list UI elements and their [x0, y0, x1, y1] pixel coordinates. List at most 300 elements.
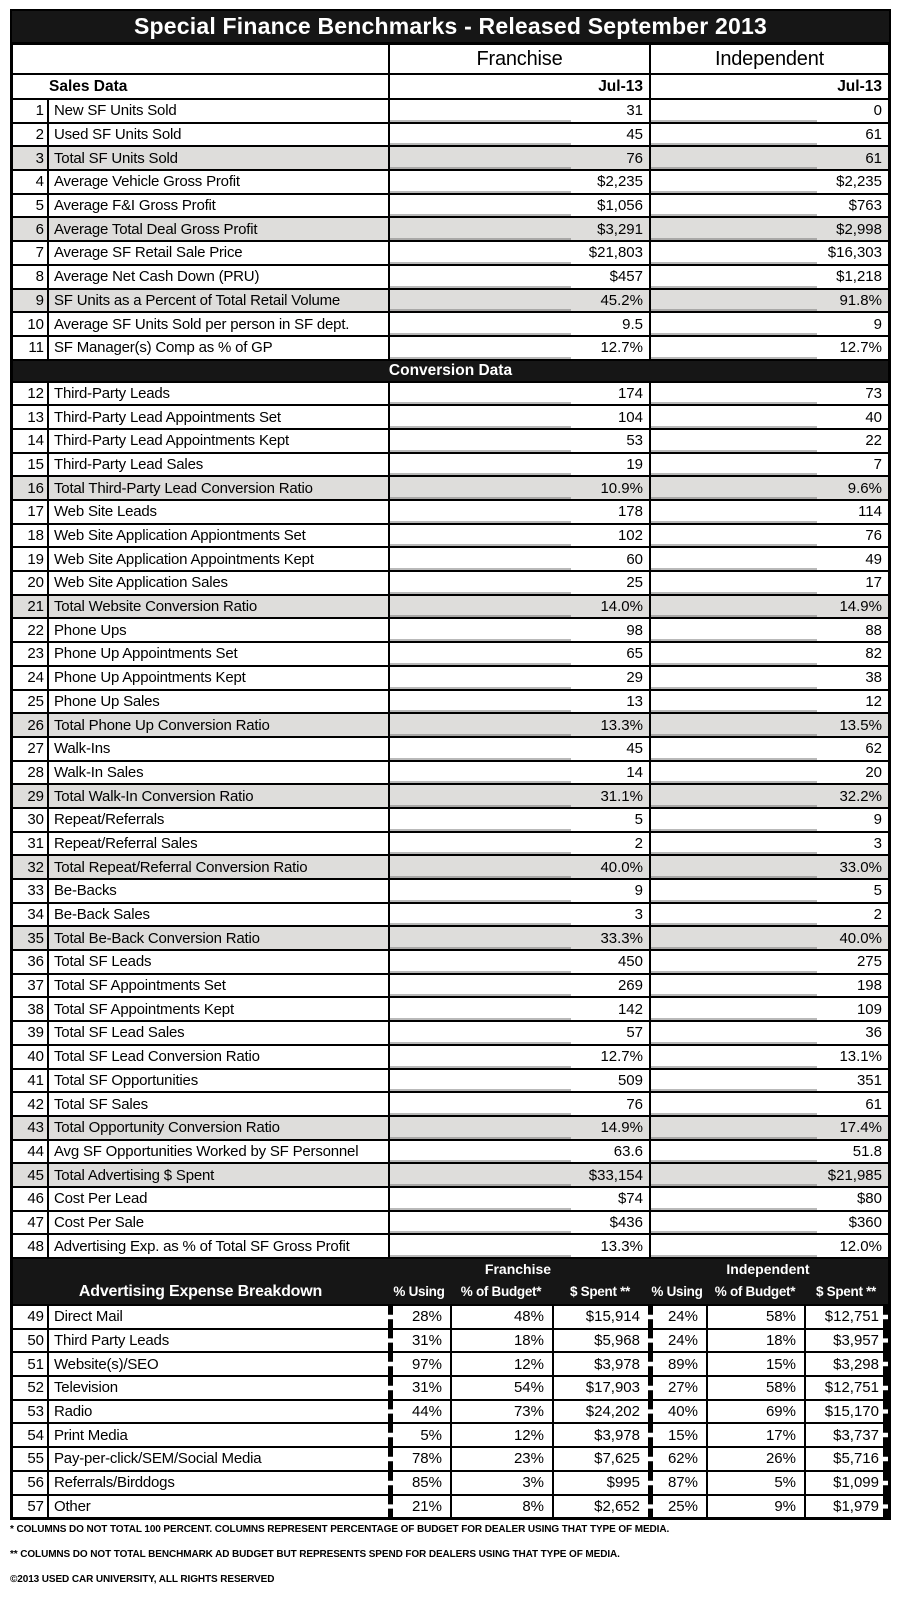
table-row	[13, 98, 888, 122]
independent-value: 12	[649, 691, 888, 713]
row-number: 18	[27, 527, 44, 545]
row-label: Third-Party Leads	[47, 383, 388, 405]
franchise-value: 14	[388, 762, 649, 784]
franchise-value: $33,154	[388, 1164, 649, 1186]
header-spacer	[13, 45, 388, 73]
table-row	[13, 335, 888, 359]
independent-pct-using-value: 27%	[648, 1377, 706, 1399]
table-row	[13, 570, 888, 594]
franchise-pct-using-value: 44%	[388, 1401, 450, 1423]
row-label: Average Total Deal Gross Profit	[47, 218, 388, 240]
row-number: 26	[27, 716, 44, 734]
advertising-table-row	[13, 1304, 888, 1328]
franchise-value: 45	[388, 738, 649, 760]
footnote-budget-columns: * COLUMNS DO NOT TOTAL 100 PERCENT. COLUMNS REPRESENT PERCENTAGE OF BUDGET FOR DEALER USING THAT TYPE OF MEDIA.	[10, 1524, 670, 1535]
row-number: 20	[27, 574, 44, 592]
row-number: 16	[27, 479, 44, 497]
independent-value: 76	[649, 525, 888, 547]
row-label: Web Site Application Appointments Kept	[47, 548, 388, 570]
franchise-value: $457	[388, 266, 649, 288]
franchise-value: 76	[388, 1093, 649, 1115]
independent-value: 2	[649, 904, 888, 926]
row-label: Total Website Conversion Ratio	[47, 596, 388, 618]
independent-period: Jul-13	[649, 75, 888, 98]
franchise-value: 13	[388, 691, 649, 713]
independent-value: 38	[649, 667, 888, 689]
independent-pct-budget-value: 69%	[706, 1401, 804, 1423]
row-label: Other	[47, 1496, 388, 1518]
independent-value: 12.7%	[649, 337, 888, 359]
sales-rows-group	[13, 98, 888, 359]
table-row	[13, 169, 888, 193]
table-row	[13, 949, 888, 973]
franchise-value: 14.9%	[388, 1117, 649, 1139]
table-row	[13, 475, 888, 499]
table-row	[13, 1091, 888, 1115]
table-row	[13, 736, 888, 760]
franchise-value: 450	[388, 951, 649, 973]
independent-pct-budget-value: 15%	[706, 1353, 804, 1375]
row-label: Cost Per Sale	[47, 1212, 388, 1234]
table-row	[13, 996, 888, 1020]
row-label: Advertising Exp. as % of Total SF Gross Profit	[47, 1235, 388, 1257]
row-label: Total SF Appointments Set	[47, 975, 388, 997]
table-row	[13, 665, 888, 689]
row-label: Be-Backs	[47, 880, 388, 902]
franchise-pct-using-header: % Using	[393, 1284, 445, 1299]
row-number: 42	[27, 1095, 44, 1113]
independent-spent-value: $5,716	[804, 1448, 888, 1470]
independent-value: 13.1%	[649, 1046, 888, 1068]
row-number: 1	[35, 102, 44, 120]
independent-spent-value: $3,957	[804, 1330, 888, 1352]
row-label: Repeat/Referrals	[47, 809, 388, 831]
franchise-value: 3	[388, 904, 649, 926]
row-number: 19	[27, 550, 44, 568]
row-number: 11	[28, 339, 44, 357]
table-row	[13, 311, 888, 335]
advertising-table-row	[13, 1494, 888, 1518]
table-row	[13, 1115, 888, 1139]
row-number: 46	[27, 1190, 44, 1208]
row-label: Total Be-Back Conversion Ratio	[47, 927, 388, 949]
row-label: Total Opportunity Conversion Ratio	[47, 1117, 388, 1139]
row-label: Total SF Units Sold	[47, 147, 388, 169]
franchise-value: 31	[388, 100, 649, 122]
franchise-value: 53	[388, 430, 649, 452]
independent-value: 12.0%	[649, 1235, 888, 1257]
column-header-row	[13, 45, 888, 73]
row-label: Average Net Cash Down (PRU)	[47, 266, 388, 288]
independent-pct-budget-value: 58%	[706, 1306, 804, 1328]
sales-data-header-row	[13, 73, 888, 98]
row-number: 12	[27, 384, 44, 402]
independent-value: 17.4%	[649, 1117, 888, 1139]
franchise-pct-budget-value: 23%	[450, 1448, 552, 1470]
franchise-value: 98	[388, 619, 649, 641]
row-label: Third-Party Lead Sales	[47, 454, 388, 476]
franchise-value: 45.2%	[388, 290, 649, 312]
table-row	[13, 878, 888, 902]
franchise-value: 269	[388, 975, 649, 997]
row-label: Total Advertising $ Spent	[47, 1164, 388, 1186]
independent-value: $2,235	[649, 171, 888, 193]
independent-column-header: Independent	[649, 45, 888, 73]
franchise-pct-using-value: 31%	[388, 1330, 450, 1352]
row-label: Third Party Leads	[47, 1330, 388, 1352]
independent-pct-using-value: 62%	[648, 1448, 706, 1470]
row-label: SF Manager(s) Comp as % of GP	[47, 337, 388, 359]
row-number: 50	[27, 1332, 44, 1350]
table-row	[13, 288, 888, 312]
row-number: 37	[27, 977, 44, 995]
row-label: Average SF Units Sold per person in SF dept.	[47, 313, 388, 335]
independent-value: 0	[649, 100, 888, 122]
independent-value: $1,218	[649, 266, 888, 288]
row-label: Cost Per Lead	[47, 1188, 388, 1210]
franchise-spent-value: $24,202	[552, 1401, 648, 1423]
franchise-value: $2,235	[388, 171, 649, 193]
row-label: Radio	[47, 1401, 388, 1423]
copyright-notice: ©2013 USED CAR UNIVERSITY, ALL RIGHTS RESERVED	[10, 1574, 275, 1585]
franchise-pct-using-value: 97%	[388, 1353, 450, 1375]
row-label: Walk-Ins	[47, 738, 388, 760]
independent-pct-budget-value: 18%	[706, 1330, 804, 1352]
row-number: 7	[35, 244, 44, 262]
franchise-value: 104	[388, 406, 649, 428]
row-label: Total Third-Party Lead Conversion Ratio	[47, 477, 388, 499]
independent-value: 82	[649, 643, 888, 665]
row-label: Referrals/Birddogs	[47, 1472, 388, 1494]
independent-value: $16,303	[649, 242, 888, 264]
franchise-spent-value: $5,968	[552, 1330, 648, 1352]
row-number: 4	[35, 173, 44, 191]
independent-pct-budget-header: % of Budget*	[714, 1284, 796, 1299]
independent-value: $2,998	[649, 218, 888, 240]
independent-value: $763	[649, 195, 888, 217]
independent-value: $80	[649, 1188, 888, 1210]
row-number: 49	[27, 1308, 44, 1326]
independent-value: 61	[649, 1093, 888, 1115]
independent-pct-using-value: 89%	[648, 1353, 706, 1375]
independent-pct-using-value: 87%	[648, 1472, 706, 1494]
independent-value: 62	[649, 738, 888, 760]
franchise-spent-value: $3,978	[552, 1424, 648, 1446]
row-number: 54	[27, 1426, 44, 1444]
table-row	[13, 831, 888, 855]
independent-pct-budget-value: 26%	[706, 1448, 804, 1470]
table-row	[13, 1068, 888, 1092]
independent-spent-value: $12,751	[804, 1377, 888, 1399]
row-number: 57	[27, 1497, 44, 1515]
row-label: Total SF Lead Conversion Ratio	[47, 1046, 388, 1068]
row-number: 27	[27, 740, 44, 758]
advertising-section-title: Advertising Expense Breakdown	[78, 1282, 323, 1300]
independent-spent-value: $12,751	[804, 1306, 888, 1328]
row-label: New SF Units Sold	[47, 100, 388, 122]
row-label: Be-Back Sales	[47, 904, 388, 926]
row-number: 2	[35, 126, 44, 144]
table-row	[13, 689, 888, 713]
franchise-spent-value: $3,978	[552, 1353, 648, 1375]
franchise-value: 13.3%	[388, 714, 649, 736]
table-row	[13, 973, 888, 997]
franchise-value: 12.7%	[388, 1046, 649, 1068]
row-label: Phone Up Appointments Kept	[47, 667, 388, 689]
table-row	[13, 122, 888, 146]
row-label: Phone Up Sales	[47, 691, 388, 713]
franchise-value: 45	[388, 124, 649, 146]
row-number: 29	[27, 787, 44, 805]
franchise-column-header: Franchise	[388, 45, 649, 73]
footnote-spend-columns: ** COLUMNS DO NOT TOTAL BENCHMARK AD BUDGET BUT REPRESENTS SPEND FOR DEALERS USING THAT TYPE OF MEDIA.	[10, 1549, 620, 1560]
franchise-value: 19	[388, 454, 649, 476]
row-label: Total Walk-In Conversion Ratio	[47, 785, 388, 807]
table-row	[13, 428, 888, 452]
row-label: Web Site Application Sales	[47, 572, 388, 594]
table-row	[13, 1162, 888, 1186]
table-row	[13, 1233, 888, 1257]
franchise-pct-using-value: 85%	[388, 1472, 450, 1494]
row-number: 31	[27, 834, 44, 852]
row-number: 23	[27, 645, 44, 663]
row-number: 40	[27, 1048, 44, 1066]
independent-pct-budget-value: 17%	[706, 1424, 804, 1446]
franchise-value: $74	[388, 1188, 649, 1210]
row-number: 28	[27, 763, 44, 781]
table-row	[13, 925, 888, 949]
table-row	[13, 452, 888, 476]
franchise-value: $21,803	[388, 242, 649, 264]
row-number: 35	[27, 929, 44, 947]
independent-value: 91.8%	[649, 290, 888, 312]
independent-pct-using-value: 25%	[648, 1496, 706, 1518]
advertising-rows-group	[13, 1304, 888, 1517]
franchise-pct-budget-header: % of Budget*	[460, 1284, 542, 1299]
row-number: 55	[27, 1450, 44, 1468]
table-row	[13, 783, 888, 807]
franchise-pct-using-value: 78%	[388, 1448, 450, 1470]
independent-value: 49	[649, 548, 888, 570]
independent-value: $21,985	[649, 1164, 888, 1186]
independent-pct-using-value: 15%	[648, 1424, 706, 1446]
franchise-pct-budget-value: 54%	[450, 1377, 552, 1399]
advertising-table-row	[13, 1399, 888, 1423]
row-label: Web Site Application Appiontments Set	[47, 525, 388, 547]
row-label: Web Site Leads	[47, 501, 388, 523]
advertising-table-row	[13, 1470, 888, 1494]
independent-value: 114	[649, 501, 888, 523]
advertising-group-header-row	[13, 1257, 888, 1279]
independent-pct-using-header: % Using	[651, 1284, 703, 1299]
franchise-value: 25	[388, 572, 649, 594]
table-row	[13, 1044, 888, 1068]
independent-pct-using-value: 24%	[648, 1330, 706, 1352]
franchise-pct-using-value: 28%	[388, 1306, 450, 1328]
sales-data-label: Sales Data	[49, 77, 128, 95]
table-row	[13, 807, 888, 831]
franchise-value: 178	[388, 501, 649, 523]
row-number: 43	[27, 1119, 44, 1137]
row-number: 17	[27, 503, 44, 521]
row-number: 34	[27, 906, 44, 924]
row-number: 14	[27, 432, 44, 450]
independent-spent-header: $ Spent **	[815, 1284, 877, 1299]
table-row	[13, 1186, 888, 1210]
row-number: 24	[27, 669, 44, 687]
franchise-pct-budget-value: 18%	[450, 1330, 552, 1352]
row-number: 13	[27, 408, 44, 426]
independent-value: 61	[649, 124, 888, 146]
row-number: 10	[27, 315, 44, 333]
independent-value: 9.6%	[649, 477, 888, 499]
franchise-pct-using-value: 21%	[388, 1496, 450, 1518]
row-number: 53	[27, 1403, 44, 1421]
independent-value: 36	[649, 1022, 888, 1044]
independent-spent-value: $3,298	[804, 1353, 888, 1375]
franchise-value: 63.6	[388, 1141, 649, 1163]
row-number: 5	[35, 197, 44, 215]
independent-spent-value: $1,979	[804, 1496, 888, 1518]
independent-value: 61	[649, 147, 888, 169]
row-label: Average SF Retail Sale Price	[47, 242, 388, 264]
independent-spent-value: $15,170	[804, 1401, 888, 1423]
franchise-value: $3,291	[388, 218, 649, 240]
row-number: 22	[27, 621, 44, 639]
franchise-value: 31.1%	[388, 785, 649, 807]
row-label: Direct Mail	[47, 1306, 388, 1328]
advertising-independent-group-header: Independent	[726, 1261, 810, 1277]
independent-value: 198	[649, 975, 888, 997]
independent-value: 351	[649, 1070, 888, 1092]
row-label: Pay-per-click/SEM/Social Media	[47, 1448, 388, 1470]
franchise-value: 5	[388, 809, 649, 831]
table-row	[13, 1139, 888, 1163]
table-row	[13, 594, 888, 618]
row-label: Repeat/Referral Sales	[47, 833, 388, 855]
franchise-value: 60	[388, 548, 649, 570]
independent-value: 5	[649, 880, 888, 902]
advertising-table-row	[13, 1446, 888, 1470]
independent-value: 275	[649, 951, 888, 973]
row-label: Average Vehicle Gross Profit	[47, 171, 388, 193]
table-row	[13, 760, 888, 784]
independent-pct-using-value: 40%	[648, 1401, 706, 1423]
franchise-pct-budget-value: 48%	[450, 1306, 552, 1328]
franchise-value: 12.7%	[388, 337, 649, 359]
franchise-value: 76	[388, 147, 649, 169]
independent-spent-value: $1,099	[804, 1472, 888, 1494]
franchise-spent-value: $15,914	[552, 1306, 648, 1328]
row-number: 56	[27, 1474, 44, 1492]
conversion-rows-group	[13, 381, 888, 1257]
row-number: 30	[27, 811, 44, 829]
franchise-value: $436	[388, 1212, 649, 1234]
row-label: Total Repeat/Referral Conversion Ratio	[47, 856, 388, 878]
row-label: Third-Party Lead Appointments Kept	[47, 430, 388, 452]
independent-spent-value: $3,737	[804, 1424, 888, 1446]
independent-value: 33.0%	[649, 856, 888, 878]
franchise-spent-value: $7,625	[552, 1448, 648, 1470]
row-label: Phone Up Appointments Set	[47, 643, 388, 665]
conversion-data-section-header: Conversion Data	[13, 359, 888, 381]
franchise-period: Jul-13	[388, 75, 649, 98]
row-number: 36	[27, 953, 44, 971]
independent-value: 73	[649, 383, 888, 405]
franchise-value: 102	[388, 525, 649, 547]
table-row	[13, 546, 888, 570]
independent-value: 9	[649, 313, 888, 335]
table-row	[13, 193, 888, 217]
table-row	[13, 712, 888, 736]
report-title: Special Finance Benchmarks - Released September 2013	[10, 9, 891, 42]
row-number: 52	[27, 1379, 44, 1397]
franchise-value: 13.3%	[388, 1235, 649, 1257]
independent-value: 22	[649, 430, 888, 452]
advertising-table-row	[13, 1422, 888, 1446]
independent-value: 109	[649, 998, 888, 1020]
independent-value: 3	[649, 833, 888, 855]
independent-pct-using-value: 24%	[648, 1306, 706, 1328]
row-label: Total SF Leads	[47, 951, 388, 973]
independent-value: 17	[649, 572, 888, 594]
franchise-value: 2	[388, 833, 649, 855]
row-label: Total SF Lead Sales	[47, 1022, 388, 1044]
table-row	[13, 216, 888, 240]
independent-value: 40	[649, 406, 888, 428]
row-label: Phone Ups	[47, 619, 388, 641]
independent-value: 32.2%	[649, 785, 888, 807]
row-label: Print Media	[47, 1424, 388, 1446]
row-label: Website(s)/SEO	[47, 1353, 388, 1375]
franchise-pct-budget-value: 12%	[450, 1424, 552, 1446]
row-label: Total SF Sales	[47, 1093, 388, 1115]
franchise-value: 9	[388, 880, 649, 902]
row-label: Used SF Units Sold	[47, 124, 388, 146]
table-row	[13, 854, 888, 878]
franchise-value: 10.9%	[388, 477, 649, 499]
franchise-value: 40.0%	[388, 856, 649, 878]
franchise-value: 33.3%	[388, 927, 649, 949]
table-row	[13, 641, 888, 665]
franchise-pct-budget-value: 73%	[450, 1401, 552, 1423]
row-label: Total SF Opportunities	[47, 1070, 388, 1092]
row-number: 15	[27, 455, 44, 473]
row-number: 33	[27, 882, 44, 900]
independent-value: 13.5%	[649, 714, 888, 736]
table-row	[13, 381, 888, 405]
row-number: 38	[27, 1000, 44, 1018]
row-label: SF Units as a Percent of Total Retail Volume	[47, 290, 388, 312]
advertising-franchise-group-header: Franchise	[484, 1261, 552, 1277]
independent-value: 51.8	[649, 1141, 888, 1163]
independent-value: 14.9%	[649, 596, 888, 618]
independent-value: 40.0%	[649, 927, 888, 949]
benchmark-report	[10, 9, 891, 1520]
row-number: 21	[27, 598, 44, 616]
table-row	[13, 499, 888, 523]
row-label: Walk-In Sales	[47, 762, 388, 784]
franchise-value: 174	[388, 383, 649, 405]
row-number: 48	[27, 1237, 44, 1255]
advertising-table-row	[13, 1375, 888, 1399]
row-label: Average F&I Gross Profit	[47, 195, 388, 217]
franchise-pct-using-value: 31%	[388, 1377, 450, 1399]
row-number: 51	[27, 1355, 44, 1373]
row-number: 41	[27, 1071, 44, 1089]
independent-pct-budget-value: 58%	[706, 1377, 804, 1399]
row-number: 32	[27, 858, 44, 876]
